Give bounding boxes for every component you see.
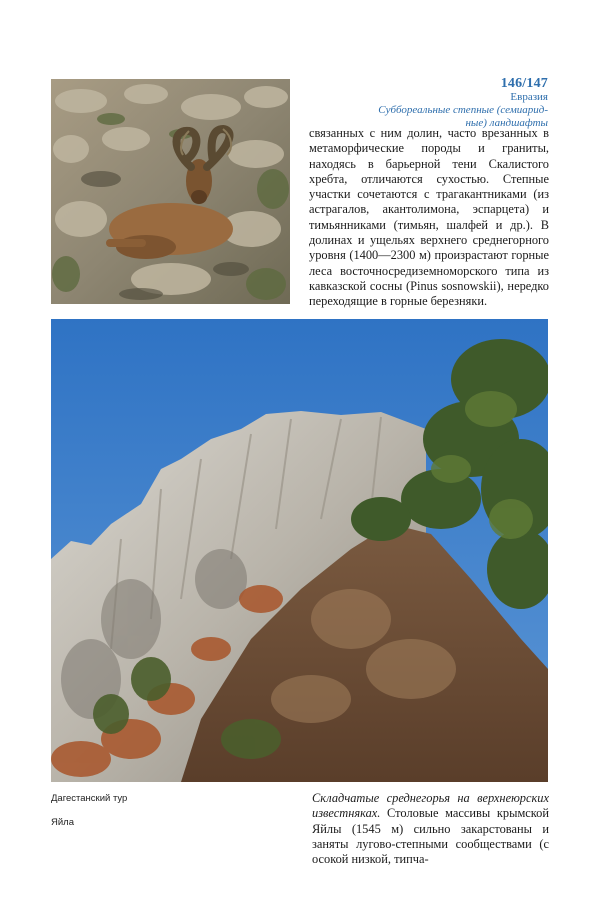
caption-yaila: Яйла [51,817,74,828]
yaila-landscape-photo [51,319,548,782]
body-paragraph-text: связанных с ним долин, часто врезанных в метаморфические породы и граниты, находясь в барьерной тени Скалистого хребта, отличаются сухостью. Степные участки сочетаются с трагакантниками (из астрагалов, акантолимона, эспарцета) и тимьянниками (тимьян, шалфей и др.). В долинах и ущельях верхнего среднегорного уровня (1400—2300 м) произрастают горные леса восточносредиземноморского типа из кавказской сосны (Pinus sosnowskii), нередко переходящие в горные березняки. [309,126,549,309]
section-title: Евразия [510,91,548,103]
tur-photo-image [51,79,290,304]
bottom-paragraph-lead: Складчатые среднегорья на верхнеюрских известняках. [312,791,549,821]
bottom-paragraph-rest: Столовые массивы крымской Яйлы (1545 м) сильно закарстованы и заняты лугово-степными сообществами (с осокой низкой, типча- [312,806,549,867]
bottom-paragraph-text [312,791,549,867]
body-paragraph [309,126,549,310]
bottom-paragraph [312,791,549,867]
subsection-title: Суббореальные степные (семиарид- ные) ландшафты [378,104,548,129]
caption-tur: Дагестанский тур [51,793,128,804]
yaila-photo-image [51,319,548,782]
page-header [378,76,548,130]
page-number: 146/147 [500,76,548,91]
dagestan-tur-photo [51,79,290,304]
